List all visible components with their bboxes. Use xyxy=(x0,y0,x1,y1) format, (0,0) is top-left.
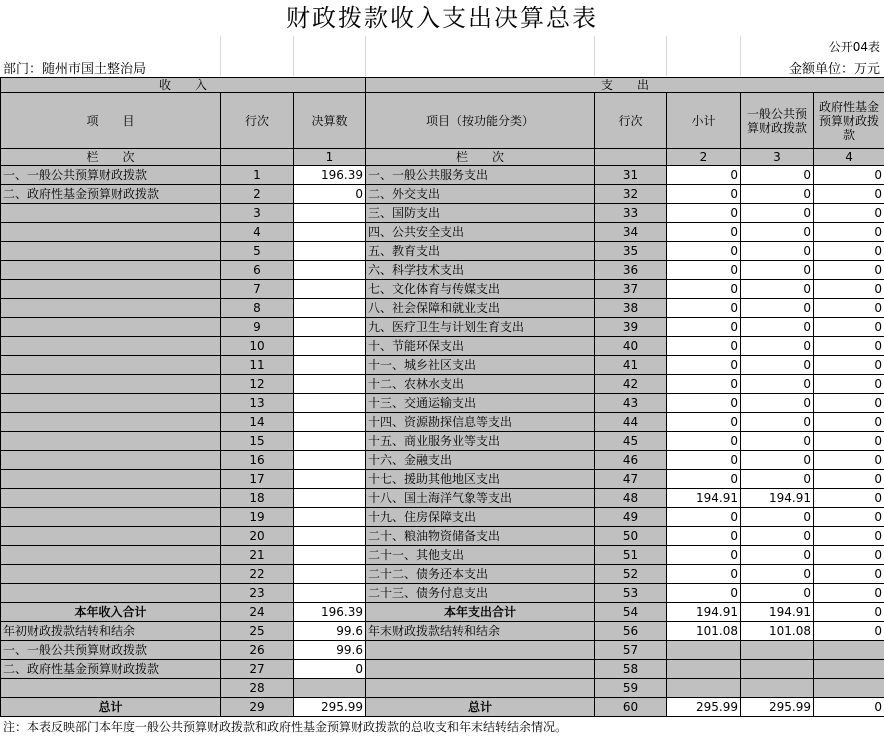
row-no: 32 xyxy=(595,185,667,204)
income-value xyxy=(294,375,366,394)
row-no: 35 xyxy=(595,242,667,261)
opening-fund-label: 二、政府性基金预算财政拨款 xyxy=(1,660,221,679)
closing-label: 年末财政拨款结转和结余 xyxy=(366,622,595,641)
income-header: 收 入 xyxy=(1,78,366,93)
grid-line xyxy=(293,36,294,76)
subtotal-value: 0 xyxy=(667,375,741,394)
subtotal-value: 0 xyxy=(667,337,741,356)
income-value xyxy=(294,261,366,280)
income-value xyxy=(294,565,366,584)
general-budget-value: 0 xyxy=(741,584,814,603)
income-total-value: 196.39 xyxy=(294,603,366,622)
row-no: 23 xyxy=(221,584,294,603)
row-no: 6 xyxy=(221,261,294,280)
expense-item: 四、公共安全支出 xyxy=(366,223,595,242)
row-no: 16 xyxy=(221,451,294,470)
row-no: 46 xyxy=(595,451,667,470)
row-no: 25 xyxy=(221,622,294,641)
gov-fund-value: 0 xyxy=(814,565,884,584)
expense-item: 二、外交支出 xyxy=(366,185,595,204)
row-no: 44 xyxy=(595,413,667,432)
general-budget-value: 0 xyxy=(741,261,814,280)
row-no: 60 xyxy=(595,698,667,717)
col-number: 4 xyxy=(814,149,884,166)
income-value xyxy=(294,584,366,603)
expense-item: 十二、农林水支出 xyxy=(366,375,595,394)
income-value xyxy=(294,489,366,508)
row-no: 38 xyxy=(595,299,667,318)
subtotal-value: 0 xyxy=(667,413,741,432)
gov-fund-value: 0 xyxy=(814,508,884,527)
subtotal-value: 0 xyxy=(667,508,741,527)
gov-fund-value: 0 xyxy=(814,299,884,318)
blank-cell xyxy=(814,679,884,698)
grid-line xyxy=(666,36,667,76)
table-row xyxy=(1,584,884,603)
income-item xyxy=(1,565,221,584)
table-row xyxy=(1,375,884,394)
opening-general-value: 99.6 xyxy=(294,641,366,660)
blank-cell xyxy=(366,641,595,660)
col-number: 1 xyxy=(294,149,366,166)
expense-item: 一、一般公共服务支出 xyxy=(366,166,595,185)
row-no: 19 xyxy=(221,508,294,527)
expense-total-label: 本年支出合计 xyxy=(366,603,595,622)
page-title: 财政拨款收入支出决算总表 xyxy=(286,4,598,32)
blank-cell xyxy=(814,660,884,679)
expense-item: 十、节能环保支出 xyxy=(366,337,595,356)
row-no: 33 xyxy=(595,204,667,223)
row-no: 5 xyxy=(221,242,294,261)
row-no: 59 xyxy=(595,679,667,698)
row-no: 57 xyxy=(595,641,667,660)
column-label: 栏 次 xyxy=(1,149,221,166)
row-no: 37 xyxy=(595,280,667,299)
table-row xyxy=(1,413,884,432)
table-row xyxy=(1,394,884,413)
table-row xyxy=(1,470,884,489)
subtotal-value: 0 xyxy=(667,223,741,242)
gov-fund-value: 0 xyxy=(814,546,884,565)
subtotal-value: 0 xyxy=(667,242,741,261)
general-budget-value: 194.91 xyxy=(741,489,814,508)
expense-total-fund: 0 xyxy=(814,603,884,622)
income-item xyxy=(1,261,221,280)
row-no: 14 xyxy=(221,413,294,432)
gov-fund-value: 0 xyxy=(814,489,884,508)
department-label: 部门：随州市国土整治局 xyxy=(3,62,147,77)
general-budget-value: 0 xyxy=(741,527,814,546)
income-item xyxy=(1,413,221,432)
table-row xyxy=(1,280,884,299)
income-item xyxy=(1,337,221,356)
income-item xyxy=(1,375,221,394)
row-no: 42 xyxy=(595,375,667,394)
gov-fund-value: 0 xyxy=(814,470,884,489)
expense-item: 五、教育支出 xyxy=(366,242,595,261)
row-no: 12 xyxy=(221,375,294,394)
table-row xyxy=(1,318,884,337)
income-value xyxy=(294,470,366,489)
row-no: 8 xyxy=(221,299,294,318)
table-row xyxy=(1,546,884,565)
gov-fund-value: 0 xyxy=(814,280,884,299)
table-row xyxy=(1,451,884,470)
income-item xyxy=(1,546,221,565)
income-item xyxy=(1,318,221,337)
row-no-header: 行次 xyxy=(221,93,294,149)
expense-item: 十六、金融支出 xyxy=(366,451,595,470)
income-item xyxy=(1,242,221,261)
income-value xyxy=(294,318,366,337)
item-header: 项 目 xyxy=(1,93,221,149)
row-no: 31 xyxy=(595,166,667,185)
closing-subtotal: 101.08 xyxy=(667,622,741,641)
gov-fund-value: 0 xyxy=(814,223,884,242)
general-budget-value: 0 xyxy=(741,451,814,470)
row-no: 34 xyxy=(595,223,667,242)
income-item xyxy=(1,527,221,546)
expense-item: 十一、城乡社区支出 xyxy=(366,356,595,375)
gov-fund-value: 0 xyxy=(814,394,884,413)
gov-fund-header: 政府性基金预算财政拨款 xyxy=(814,93,884,149)
row-no: 11 xyxy=(221,356,294,375)
expense-header: 支 出 xyxy=(366,78,884,93)
subtotal-value: 0 xyxy=(667,299,741,318)
income-item xyxy=(1,204,221,223)
row-no: 9 xyxy=(221,318,294,337)
row-no: 56 xyxy=(595,622,667,641)
grid-line xyxy=(220,36,221,76)
expense-item: 十九、住房保障支出 xyxy=(366,508,595,527)
table-row xyxy=(1,565,884,584)
grand-subtotal: 295.99 xyxy=(667,698,741,717)
row-no: 36 xyxy=(595,261,667,280)
subtotal-value: 0 xyxy=(667,261,741,280)
row-no: 17 xyxy=(221,470,294,489)
opening-value: 99.6 xyxy=(294,622,366,641)
gov-fund-value: 0 xyxy=(814,375,884,394)
grid-line xyxy=(594,36,595,76)
opening-general-label: 一、一般公共预算财政拨款 xyxy=(1,641,221,660)
row-no: 15 xyxy=(221,432,294,451)
income-value xyxy=(294,394,366,413)
blank-cell xyxy=(221,149,294,166)
row-no: 41 xyxy=(595,356,667,375)
expense-item: 二十二、债务还本支出 xyxy=(366,565,595,584)
income-item xyxy=(1,508,221,527)
row-no: 4 xyxy=(221,223,294,242)
general-budget-value: 0 xyxy=(741,413,814,432)
expense-item: 十五、商业服务业等支出 xyxy=(366,432,595,451)
closing-fund: 0 xyxy=(814,622,884,641)
general-budget-value: 0 xyxy=(741,432,814,451)
income-value xyxy=(294,451,366,470)
general-budget-value: 0 xyxy=(741,356,814,375)
expense-total-general: 194.91 xyxy=(741,603,814,622)
table-row xyxy=(1,166,884,185)
subtotal-value: 0 xyxy=(667,432,741,451)
final-amount-header: 决算数 xyxy=(294,93,366,149)
gov-fund-value: 0 xyxy=(814,261,884,280)
general-budget-value: 0 xyxy=(741,299,814,318)
general-budget-value: 0 xyxy=(741,280,814,299)
income-total-label: 本年收入合计 xyxy=(1,603,221,622)
finance-table xyxy=(0,77,884,717)
expense-item: 三、国防支出 xyxy=(366,204,595,223)
income-value xyxy=(294,546,366,565)
general-budget-value: 0 xyxy=(741,394,814,413)
expense-total-subtotal: 194.91 xyxy=(667,603,741,622)
income-value: 0 xyxy=(294,185,366,204)
table-row xyxy=(1,432,884,451)
income-item xyxy=(1,432,221,451)
row-no: 18 xyxy=(221,489,294,508)
row-no: 27 xyxy=(221,660,294,679)
gov-fund-value: 0 xyxy=(814,356,884,375)
grand-general: 295.99 xyxy=(741,698,814,717)
gov-fund-value: 0 xyxy=(814,584,884,603)
income-value xyxy=(294,280,366,299)
table-row xyxy=(1,223,884,242)
row-no: 48 xyxy=(595,489,667,508)
row-no: 7 xyxy=(221,280,294,299)
row-no: 26 xyxy=(221,641,294,660)
closing-general: 101.08 xyxy=(741,622,814,641)
row-no: 39 xyxy=(595,318,667,337)
general-budget-value: 0 xyxy=(741,204,814,223)
exp-item-header: 项目（按功能分类） xyxy=(366,93,595,149)
blank-cell xyxy=(814,641,884,660)
opening-fund-value: 0 xyxy=(294,660,366,679)
income-item xyxy=(1,394,221,413)
gov-fund-value: 0 xyxy=(814,432,884,451)
general-budget-header: 一般公共预算财政拨款 xyxy=(741,93,814,149)
income-value xyxy=(294,337,366,356)
general-budget-value: 0 xyxy=(741,375,814,394)
row-no: 21 xyxy=(221,546,294,565)
gov-fund-value: 0 xyxy=(814,337,884,356)
row-no: 2 xyxy=(221,185,294,204)
table-row xyxy=(1,299,884,318)
blank-cell xyxy=(366,679,595,698)
gov-fund-value: 0 xyxy=(814,185,884,204)
general-budget-value: 0 xyxy=(741,242,814,261)
row-no: 47 xyxy=(595,470,667,489)
subtotal-value: 0 xyxy=(667,470,741,489)
income-item xyxy=(1,299,221,318)
table-row xyxy=(1,508,884,527)
opening-label: 年初财政拨款结转和结余 xyxy=(1,622,221,641)
subtotal-value: 0 xyxy=(667,185,741,204)
gov-fund-value: 0 xyxy=(814,451,884,470)
subtotal-value: 0 xyxy=(667,546,741,565)
income-item xyxy=(1,280,221,299)
general-budget-value: 0 xyxy=(741,337,814,356)
gov-fund-value: 0 xyxy=(814,166,884,185)
subtotal-value: 0 xyxy=(667,204,741,223)
blank-cell xyxy=(667,660,741,679)
subtotal-value: 0 xyxy=(667,280,741,299)
table-row xyxy=(1,489,884,508)
subtotal-header: 小计 xyxy=(667,93,741,149)
gov-fund-value: 0 xyxy=(814,204,884,223)
table-row xyxy=(1,204,884,223)
table-row xyxy=(1,242,884,261)
table-row xyxy=(1,527,884,546)
exp-row-no-header: 行次 xyxy=(595,93,667,149)
grand-fund: 0 xyxy=(814,698,884,717)
table-row xyxy=(1,185,884,204)
row-no: 22 xyxy=(221,565,294,584)
general-budget-value: 0 xyxy=(741,185,814,204)
subtotal-value: 0 xyxy=(667,318,741,337)
income-value xyxy=(294,223,366,242)
expense-item: 七、文化体育与传媒支出 xyxy=(366,280,595,299)
blank-cell xyxy=(294,679,366,698)
income-value xyxy=(294,299,366,318)
row-no: 52 xyxy=(595,565,667,584)
income-value xyxy=(294,432,366,451)
income-item xyxy=(1,223,221,242)
column-label: 栏 次 xyxy=(366,149,595,166)
general-budget-value: 0 xyxy=(741,508,814,527)
general-budget-value: 0 xyxy=(741,470,814,489)
subtotal-value: 0 xyxy=(667,451,741,470)
income-value xyxy=(294,356,366,375)
row-no: 28 xyxy=(221,679,294,698)
col-number: 3 xyxy=(741,149,814,166)
row-no: 43 xyxy=(595,394,667,413)
subtotal-value: 0 xyxy=(667,527,741,546)
income-item xyxy=(1,451,221,470)
row-no: 3 xyxy=(221,204,294,223)
income-item xyxy=(1,489,221,508)
expense-item: 六、科学技术支出 xyxy=(366,261,595,280)
col-number: 2 xyxy=(667,149,741,166)
row-no: 40 xyxy=(595,337,667,356)
expense-item: 八、社会保障和就业支出 xyxy=(366,299,595,318)
income-item: 二、政府性基金预算财政拨款 xyxy=(1,185,221,204)
row-no: 24 xyxy=(221,603,294,622)
blank-cell xyxy=(741,679,814,698)
grand-total-value: 295.99 xyxy=(294,698,366,717)
table-row xyxy=(1,261,884,280)
blank-cell xyxy=(741,641,814,660)
general-budget-value: 0 xyxy=(741,546,814,565)
expense-item: 二十三、债务付息支出 xyxy=(366,584,595,603)
table-code: 公开04表 xyxy=(828,40,880,54)
blank-cell xyxy=(1,679,221,698)
gov-fund-value: 0 xyxy=(814,527,884,546)
row-no: 53 xyxy=(595,584,667,603)
grid-line xyxy=(740,36,741,76)
blank-cell xyxy=(366,660,595,679)
row-no: 51 xyxy=(595,546,667,565)
row-no: 20 xyxy=(221,527,294,546)
row-no: 54 xyxy=(595,603,667,622)
row-no: 58 xyxy=(595,660,667,679)
grand-total-label: 总计 xyxy=(1,698,221,717)
expense-item: 十四、资源勘探信息等支出 xyxy=(366,413,595,432)
income-item xyxy=(1,584,221,603)
gov-fund-value: 0 xyxy=(814,242,884,261)
expense-item: 十三、交通运输支出 xyxy=(366,394,595,413)
income-value xyxy=(294,242,366,261)
table-row xyxy=(1,356,884,375)
blank-cell xyxy=(595,149,667,166)
income-value xyxy=(294,508,366,527)
row-no: 1 xyxy=(221,166,294,185)
grid-line xyxy=(365,36,366,76)
blank-cell xyxy=(667,641,741,660)
row-no: 49 xyxy=(595,508,667,527)
row-no: 50 xyxy=(595,527,667,546)
expense-item: 二十一、其他支出 xyxy=(366,546,595,565)
general-budget-value: 0 xyxy=(741,565,814,584)
expense-item: 十八、国土海洋气象等支出 xyxy=(366,489,595,508)
blank-cell xyxy=(741,660,814,679)
table-row xyxy=(1,337,884,356)
grand-total-label-right: 总计 xyxy=(366,698,595,717)
blank-cell xyxy=(667,679,741,698)
row-no: 29 xyxy=(221,698,294,717)
gov-fund-value: 0 xyxy=(814,413,884,432)
subtotal-value: 0 xyxy=(667,394,741,413)
subtotal-value: 0 xyxy=(667,565,741,584)
income-value xyxy=(294,204,366,223)
general-budget-value: 0 xyxy=(741,166,814,185)
expense-item: 二十、粮油物资储备支出 xyxy=(366,527,595,546)
subtotal-value: 0 xyxy=(667,166,741,185)
expense-item: 九、医疗卫生与计划生育支出 xyxy=(366,318,595,337)
footnote: 注：本表反映部门本年度一般公共预算财政拨款和政府性基金预算财政拨款的总收支和年末结转结余情况。 xyxy=(3,720,568,734)
income-item xyxy=(1,470,221,489)
general-budget-value: 0 xyxy=(741,223,814,242)
gov-fund-value: 0 xyxy=(814,318,884,337)
income-item xyxy=(1,356,221,375)
income-item: 一、一般公共预算财政拨款 xyxy=(1,166,221,185)
row-no: 45 xyxy=(595,432,667,451)
subtotal-value: 0 xyxy=(667,356,741,375)
income-value: 196.39 xyxy=(294,166,366,185)
row-no: 13 xyxy=(221,394,294,413)
subtotal-value: 194.91 xyxy=(667,489,741,508)
subtotal-value: 0 xyxy=(667,584,741,603)
income-value xyxy=(294,527,366,546)
expense-item: 十七、援助其他地区支出 xyxy=(366,470,595,489)
general-budget-value: 0 xyxy=(741,318,814,337)
unit-label: 金额单位：万元 xyxy=(788,62,880,77)
income-value xyxy=(294,413,366,432)
row-no: 10 xyxy=(221,337,294,356)
